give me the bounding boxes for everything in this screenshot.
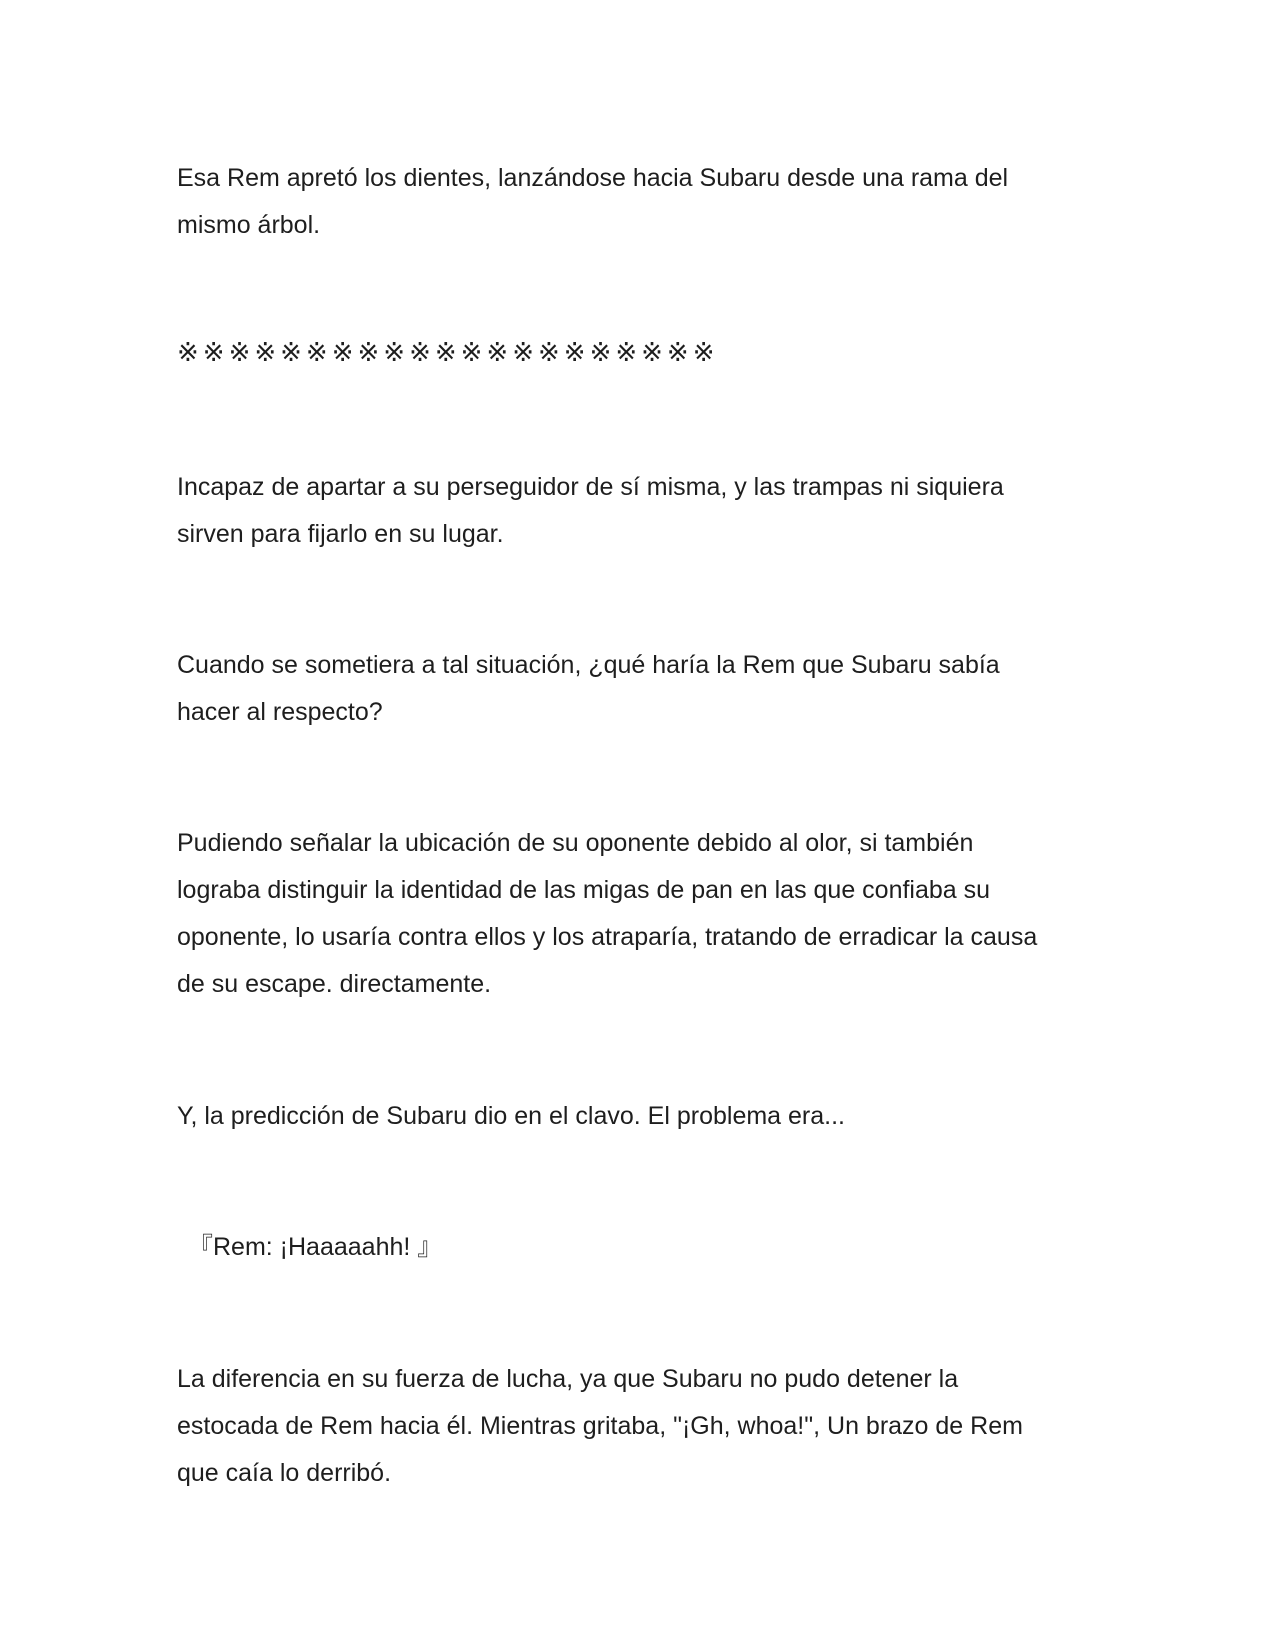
paragraph-line: Cuando se sometiera a tal situación, ¿qué haría la Rem que Subaru sabía	[177, 651, 1000, 679]
paragraph-2	[177, 464, 1107, 558]
scene-separator: ※※※※※※※※※※※※※※※※※※※※※	[177, 338, 719, 368]
dialogue-line: 『Rem: ¡Haaaaahh! 』	[188, 1233, 443, 1261]
paragraph-line: que caía lo derribó.	[177, 1459, 392, 1487]
paragraph-3	[177, 642, 1107, 736]
paragraph-line: Incapaz de apartar a su perseguidor de sí misma, y las trampas ni siquiera	[177, 473, 1004, 501]
paragraph-line: Esa Rem apretó los dientes, lanzándose hacia Subaru desde una rama del	[177, 164, 1009, 192]
paragraph-line: mismo árbol.	[177, 211, 321, 239]
paragraph-6	[177, 1356, 1107, 1497]
paragraph-4	[177, 820, 1107, 1008]
paragraph-line: oponente, lo usaría contra ellos y los atraparía, tratando de erradicar la causa	[177, 923, 1038, 951]
paragraph-line: hacer al respecto?	[177, 698, 383, 726]
paragraph-line: La diferencia en su fuerza de lucha, ya que Subaru no pudo detener la	[177, 1365, 959, 1393]
paragraph-5	[177, 1093, 1107, 1140]
paragraph-line: Y, la predicción de Subaru dio en el clavo. El problema era...	[177, 1102, 845, 1130]
paragraph-1	[177, 155, 1107, 249]
paragraph-line: sirven para fijarlo en su lugar.	[177, 520, 504, 548]
paragraph-line: lograba distinguir la identidad de las migas de pan en las que confiaba su	[177, 876, 991, 904]
paragraph-line: de su escape. directamente.	[177, 970, 492, 998]
paragraph-line: estocada de Rem hacia él. Mientras gritaba, "¡Gh, whoa!", Un brazo de Rem	[177, 1412, 1023, 1440]
paragraph-line: Pudiendo señalar la ubicación de su oponente debido al olor, si también	[177, 829, 974, 857]
